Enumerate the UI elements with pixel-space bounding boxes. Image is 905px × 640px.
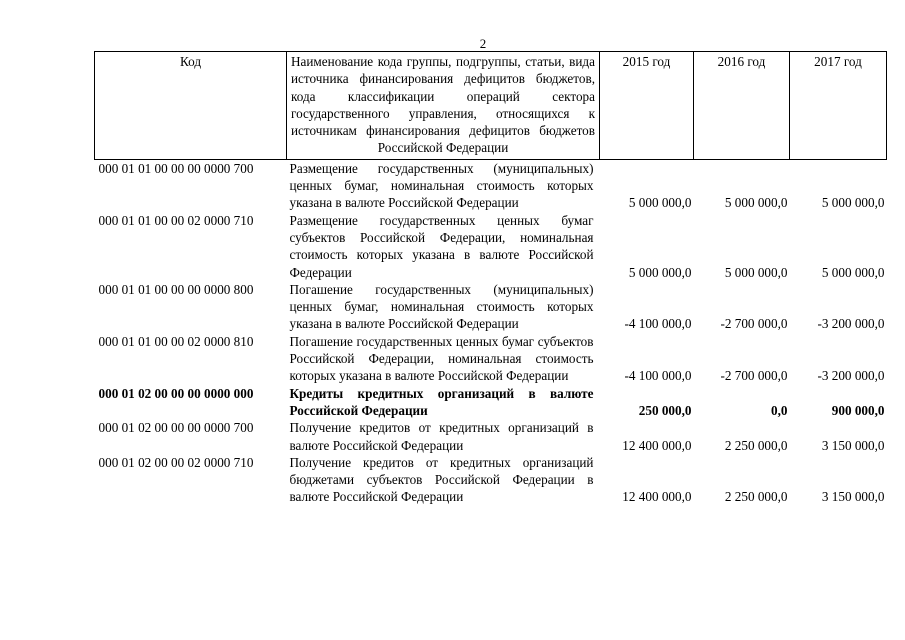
table-row (95, 159, 887, 211)
table-row (95, 333, 887, 385)
row-name: Получение кредитов от кредитных организаций бюджетами субъектов Российской Федерации в валюте Российской Федерации (289, 454, 594, 505)
header-code: Код (95, 52, 287, 160)
row-code: 000 01 02 00 00 00 0000 000 (98, 385, 254, 401)
row-value-2015: -4 100 000,0 (624, 316, 692, 332)
header-row (95, 52, 887, 160)
header-year-2016: 2016 год (694, 52, 790, 160)
header-year-2015: 2015 год (600, 52, 694, 160)
row-code: 000 01 01 00 00 02 0000 810 (98, 333, 254, 349)
row-name: Погашение государственных (муниципальных) ценных бумаг, номинальная стоимость которых указана в валюте Российской Федерации (289, 281, 594, 332)
table-header (95, 52, 887, 160)
row-value-2015: 250 000,0 (638, 402, 692, 418)
row-value-2017: 5 000 000,0 (821, 264, 885, 280)
row-value-2016: 2 250 000,0 (724, 437, 788, 453)
table-row (95, 281, 887, 333)
row-code: 000 01 01 00 00 00 0000 800 (98, 281, 254, 297)
row-name: Размещение государственных (муниципальных) ценных бумаг, номинальная стоимость которых указана в валюте Российской Федерации (289, 160, 594, 211)
row-value-2016: -2 700 000,0 (720, 316, 788, 332)
row-name: Получение кредитов от кредитных организаций в валюте Российской Федерации (289, 420, 594, 453)
row-value-2015: 12 400 000,0 (622, 489, 692, 505)
header-name: Наименование кода группы, подгруппы, статьи, вида источника финансирования дефицитов бюджетов, кода классификации операций сектора государственного управления, относящихся к источникам финансирования дефицитов бюджетов Российской Федерации (287, 52, 600, 160)
row-value-2016: 2 250 000,0 (724, 489, 788, 505)
table-row (95, 212, 887, 281)
budget-sources-table (94, 51, 887, 506)
row-value-2016: 0,0 (771, 402, 788, 418)
row-value-2017: 3 150 000,0 (821, 489, 885, 505)
row-value-2015: 12 400 000,0 (622, 437, 692, 453)
row-value-2017: -3 200 000,0 (817, 316, 885, 332)
row-code: 000 01 02 00 00 00 0000 700 (98, 420, 254, 436)
row-name: Кредиты кредитных организаций в валюте Российской Федерации (289, 385, 594, 418)
table-row (95, 385, 887, 420)
header-year-2017: 2017 год (790, 52, 887, 160)
row-name: Размещение государственных ценных бумаг субъектов Российской Федерации, номинальная стоимость которых указана в валюте Российской Федерации (289, 212, 594, 280)
row-value-2015: 5 000 000,0 (628, 195, 692, 211)
row-value-2016: 5 000 000,0 (724, 195, 788, 211)
row-code: 000 01 01 00 00 02 0000 710 (98, 212, 254, 228)
table-row (95, 419, 887, 454)
table-body (95, 159, 887, 505)
row-value-2017: 900 000,0 (831, 402, 885, 418)
row-code: 000 01 02 00 00 02 0000 710 (98, 454, 254, 470)
row-value-2016: -2 700 000,0 (720, 368, 788, 384)
row-value-2015: -4 100 000,0 (624, 368, 692, 384)
row-name: Погашение государственных ценных бумаг субъектов Российской Федерации, номинальная стоимость которых указана в валюте Российской Федерации (289, 333, 594, 384)
page-number: 2 (479, 36, 487, 51)
row-value-2016: 5 000 000,0 (724, 264, 788, 280)
row-value-2017: 3 150 000,0 (821, 437, 885, 453)
row-value-2015: 5 000 000,0 (628, 264, 692, 280)
row-value-2017: -3 200 000,0 (817, 368, 885, 384)
row-value-2017: 5 000 000,0 (821, 195, 885, 211)
table-row (95, 454, 887, 506)
row-code: 000 01 01 00 00 00 0000 700 (98, 160, 254, 176)
